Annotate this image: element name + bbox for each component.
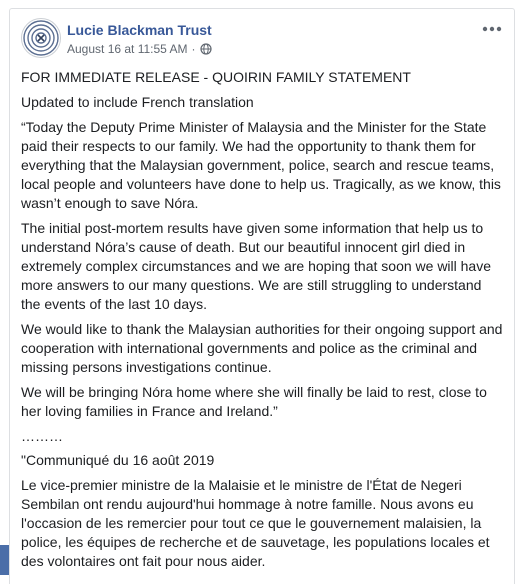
post-meta — [67, 42, 212, 56]
facebook-post — [9, 8, 515, 584]
meta-separator: · — [191, 42, 196, 56]
statement-paragraph: We would like to thank the Malaysian authorities for their ongoing support and cooperation with international governments and police as the criminal and missing persons investigations continue. — [21, 321, 503, 375]
post-author-link[interactable]: Lucie Blackman Trust — [67, 22, 212, 38]
french-paragraph: Le vice-premier ministre de la Malaisie et le ministre de l'État de Negeri Sembilan ont rendu aujourd'hui hommage à notre famille. Nous avons eu l'occasion de les remercier pour tout ce que le gouvernement malaisien, la police, les équipes de recherche et de sauvetage, les populations locales et des volontaires ont fait pour nous aider. — [21, 477, 490, 569]
globe-icon[interactable] — [200, 43, 212, 55]
release-heading: FOR IMMEDIATE RELEASE - QUOIRIN FAMILY STATEMENT — [21, 69, 411, 85]
statement-paragraph: “Today the Deputy Prime Minister of Malaysia and the Minister for the State paid their respects to our family. We had the opportunity to thank them for everything that the Malaysian government, police, search and rescue teams, local people and volunteers have done to help us. Tragically, as we know, this wasn’t enough to save Nóra. — [21, 119, 501, 211]
post-timestamp[interactable]: August 16 at 11:55 AM — [67, 42, 188, 56]
french-heading: "Communiqué du 16 août 2019 — [21, 452, 215, 468]
post-body — [10, 67, 514, 571]
side-panel-edge — [0, 545, 9, 575]
section-separator: ……… — [21, 428, 63, 444]
more-options-icon[interactable] — [480, 19, 504, 39]
statement-paragraph: The initial post-mortem results have given some information that help us to understand Nóra’s cause of death. But our beautiful innocent girl died in extremely complex circumstances and we are hoping that soon we will have more answers to our many questions. We are still struggling to understand the events of the last 10 days. — [21, 220, 492, 312]
update-note: Updated to include French translation — [21, 94, 254, 110]
lucie-blackman-trust-logo-icon — [22, 19, 60, 57]
post-header — [10, 9, 514, 67]
statement-paragraph: We will be bringing Nóra home where she will finally be laid to rest, close to her loving families in France and Ireland.” — [21, 384, 487, 419]
page-avatar[interactable] — [21, 18, 61, 58]
